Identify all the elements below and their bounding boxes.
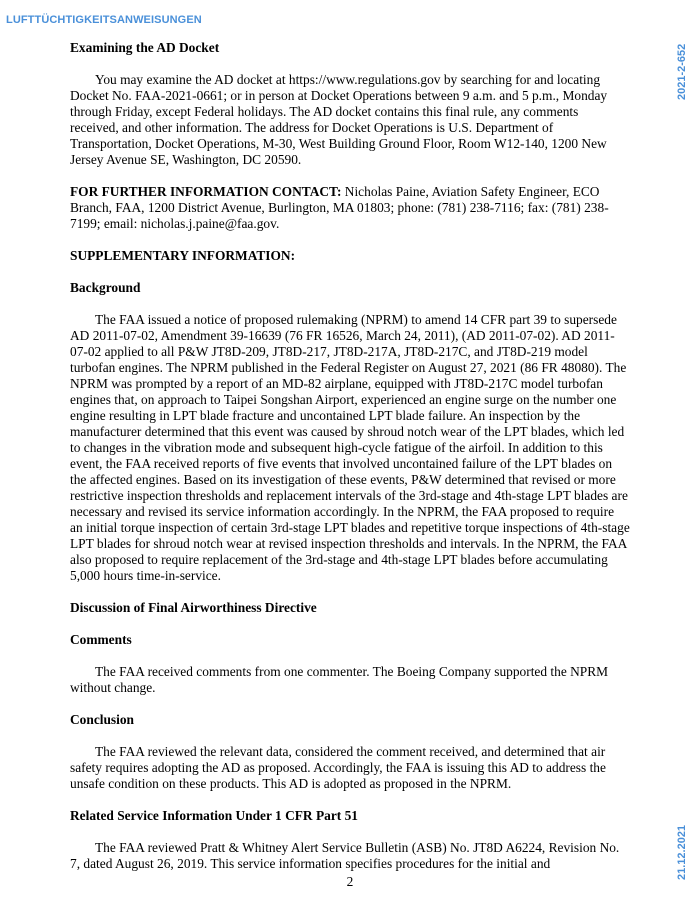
- conclusion-paragraph: The FAA reviewed the relevant data, considered the comment received, and determined that air safety requires adopting the AD as proposed. Accordingly, the FAA is issuing this AD to address the unsafe condition on these products. This AD is adopted as proposed in the NPRM.: [70, 744, 606, 791]
- document-code-side-label: 2021-2-652: [676, 43, 688, 100]
- related-service-paragraph: The FAA reviewed Pratt & Whitney Alert Service Bulletin (ASB) No. JT8D A6224, Revision No. 7, dated August 26, 2019. This service information specifies procedures for the initial and: [70, 840, 620, 871]
- document-body: [70, 40, 630, 888]
- document-category-header: LUFTTÜCHTIGKEITSANWEISUNGEN: [6, 14, 202, 26]
- background-paragraph: The FAA issued a notice of proposed rulemaking (NPRM) to amend 14 CFR part 39 to supersede AD 2011-07-02, Amendment 39-16639 (76 FR 16526, March 24, 2011), (AD 2011-07-02). AD 2011-07-02 applied to all P&W JT8D-209, JT8D-217, JT8D-217A, JT8D-217C, and JT8D-219 model turbofan engines. The NPRM published in the Federal Register on August 27, 2021 (86 FR 48080). The NPRM was prompted by a report of an MD-82 airplane, equipped with JT8D-217C model turbofan engines that, on approach to Taipei Songshan Airport, experienced an engine surge on the number one engine resulting in LPT blade fracture and uncontained LPT blade failure. An inspection by the manufacturer determined that this event was caused by shroud notch wear of the LPT blades, which led to changes in the vibration mode and subsequent high-cycle fatigue of the airfoil. In addition to this event, the FAA received reports of five events that involved uncontained failure of the LPT blades on the affected engines. Based on its investigation of these events, P&W determined that revised or more restrictive inspection thresholds and replacement intervals of the 3rd-stage and 4th-stage LPT blades are necessary and revised its service information accordingly. In the NPRM, the FAA proposed to require an initial torque inspection of certain 3rd-stage LPT blades and repetitive torque inspections of 4th-stage LPT blades for shroud notch wear at revised inspection thresholds and intervals. In the NPRM, the FAA also proposed to require replacement of the 3rd-stage and 4th-stage LPT blades before accumulating 5,000 hours time-in-service.: [70, 312, 630, 583]
- supplementary-heading: SUPPLEMENTARY INFORMATION:: [70, 248, 296, 263]
- document-date-side-label: 21.12.2021: [676, 824, 688, 880]
- background-heading: Background: [70, 280, 141, 295]
- contact-label: FOR FURTHER INFORMATION CONTACT:: [70, 184, 342, 199]
- contact-text: Nicholas Paine, Aviation Safety Engineer, ECO Branch, FAA, 1200 District Avenue, Burlington, MA 01803; phone: (781) 238-7116; fax: (781) 238-7199; email: nicholas.j.paine@faa.gov.: [70, 184, 609, 231]
- page-number: 2: [346, 874, 354, 889]
- docket-heading: Examining the AD Docket: [70, 40, 220, 55]
- comments-heading: Comments: [70, 632, 132, 647]
- contact-paragraph: [70, 184, 630, 232]
- discussion-heading: Discussion of Final Airworthiness Directive: [70, 600, 317, 615]
- comments-paragraph: The FAA received comments from one commenter. The Boeing Company supported the NPRM without change.: [70, 664, 609, 695]
- docket-paragraph: You may examine the AD docket at https://www.regulations.gov by searching for and locating Docket No. FAA-2021-0661; or in person at Docket Operations between 9 a.m. and 5 p.m., Monday through Friday, except Federal holidays. The AD docket contains this final rule, any comments received, and other information. The address for Docket Operations is U.S. Department of Transportation, Docket Operations, M-30, West Building Ground Floor, Room W12-140, 1200 New Jersey Avenue SE, Washington, DC 20590.: [70, 72, 608, 167]
- conclusion-heading: Conclusion: [70, 712, 134, 727]
- related-service-heading: Related Service Information Under 1 CFR Part 51: [70, 808, 358, 823]
